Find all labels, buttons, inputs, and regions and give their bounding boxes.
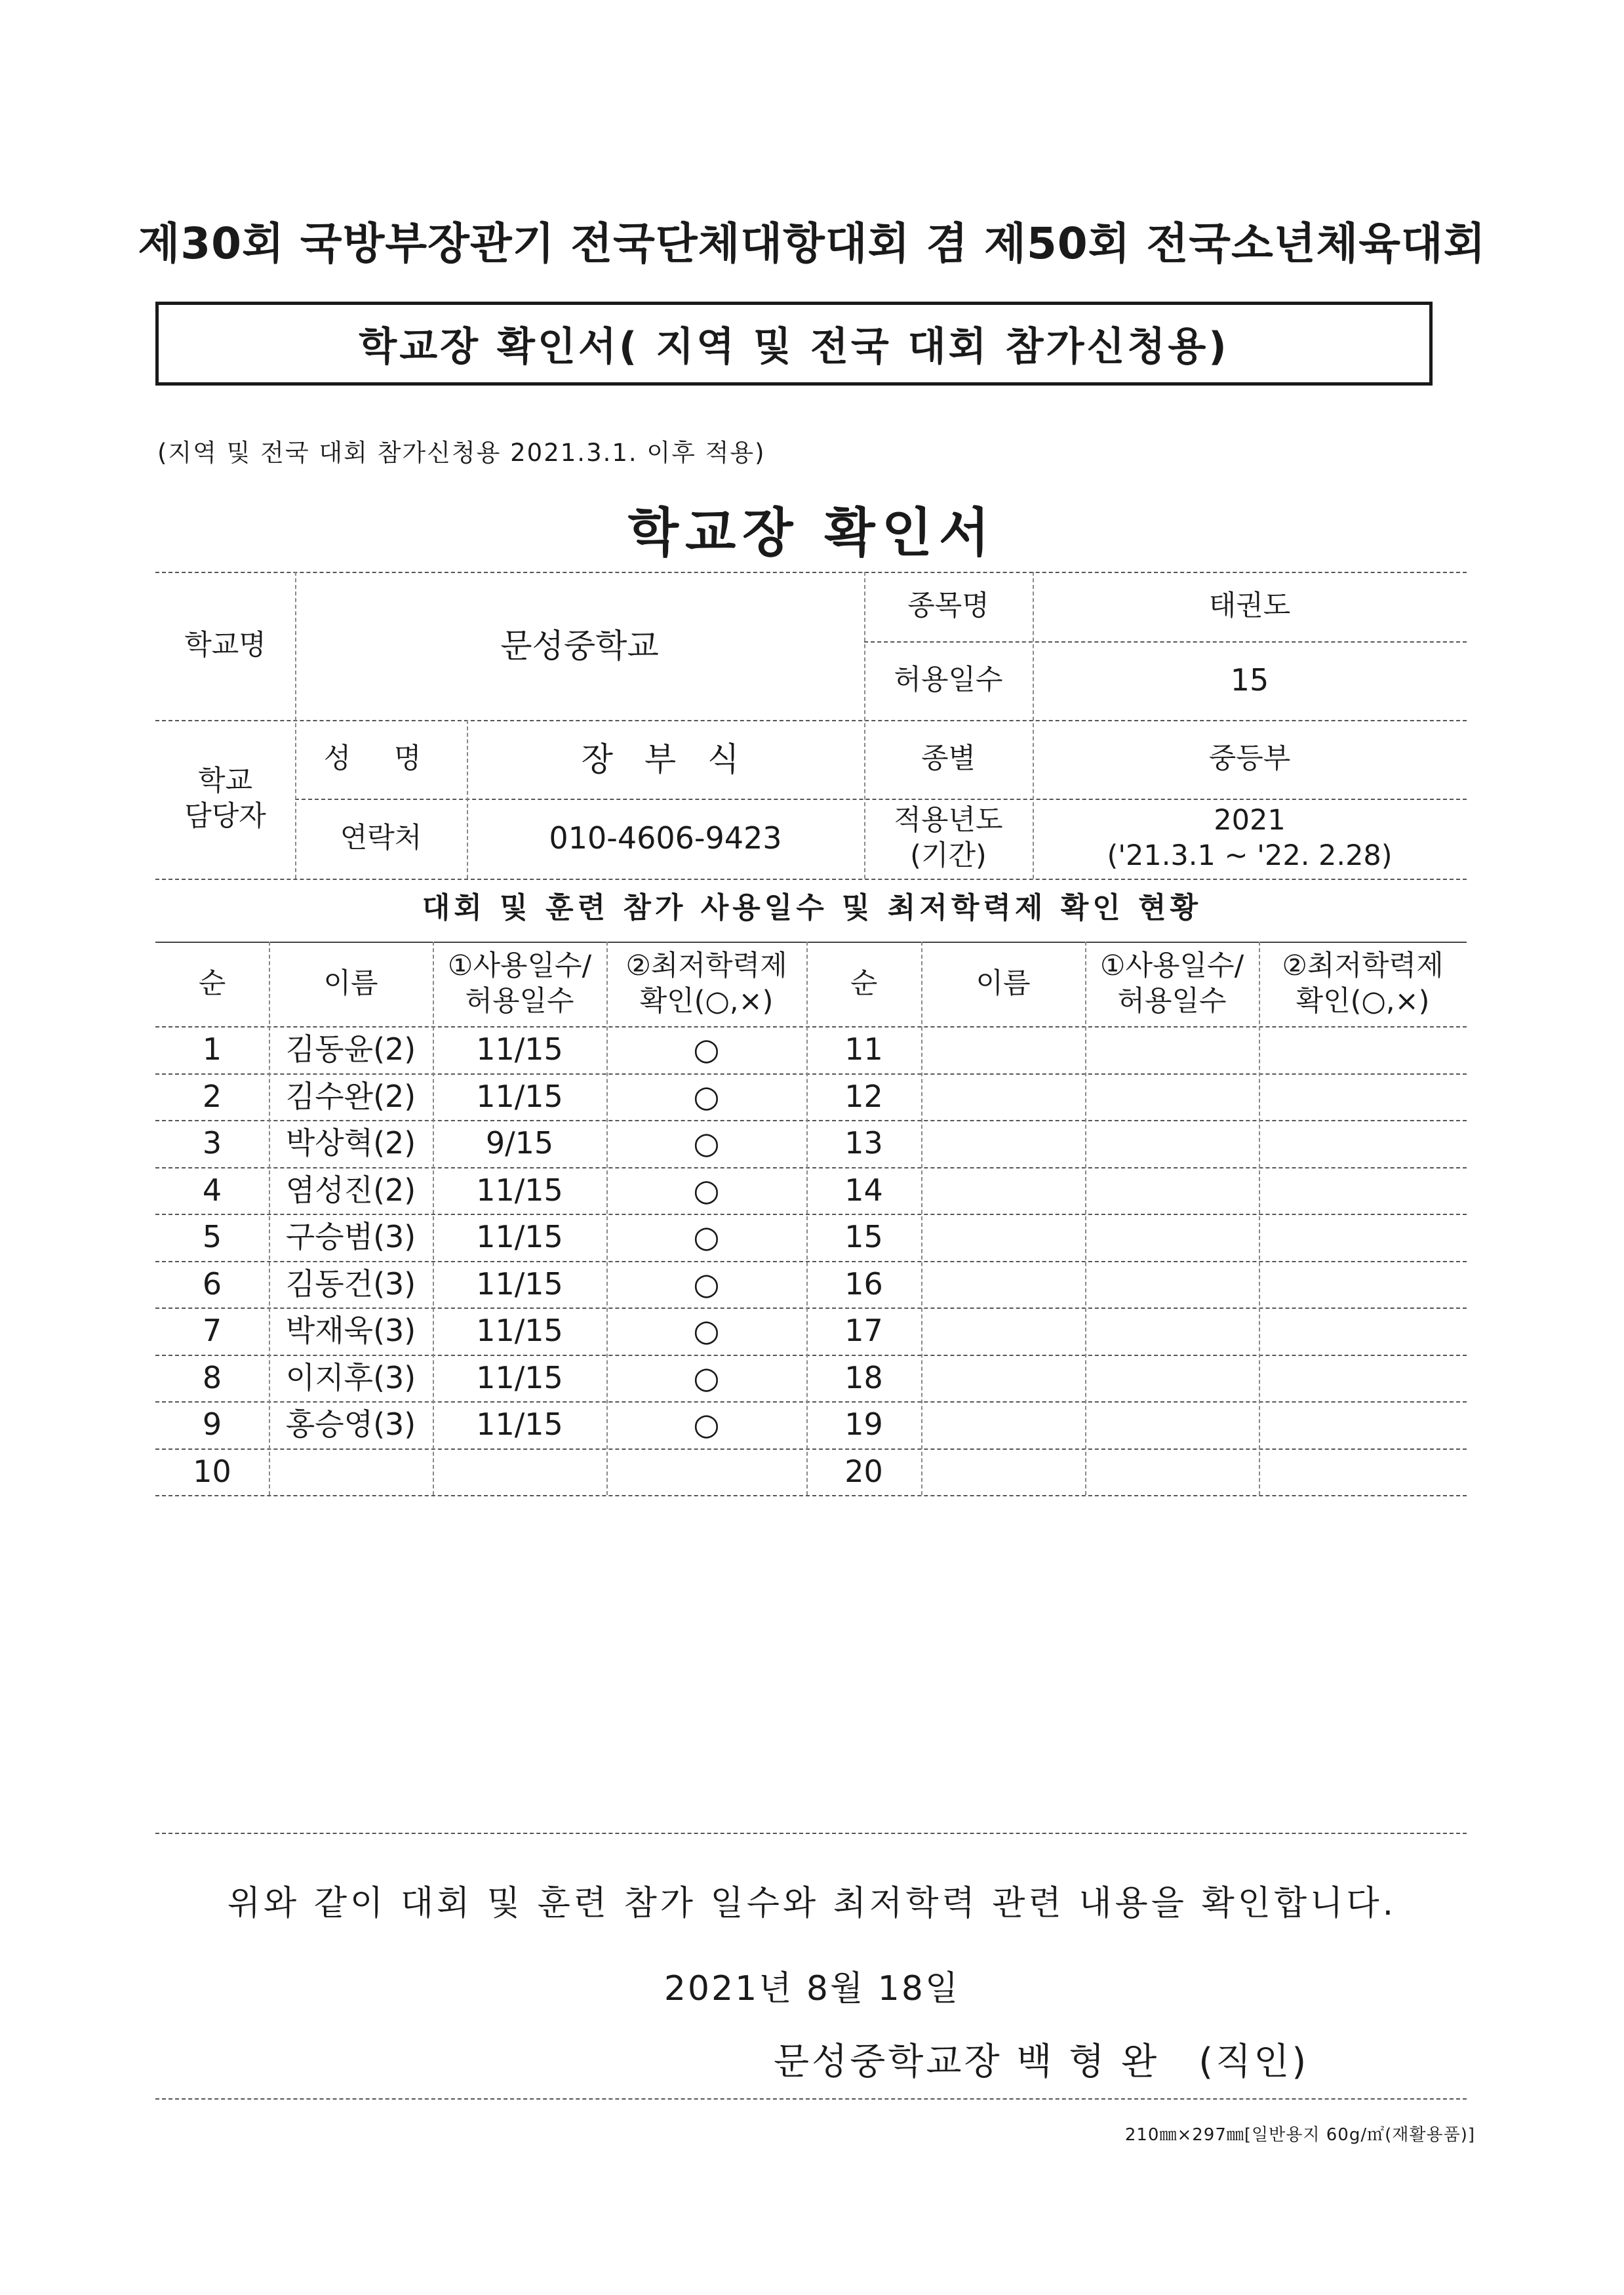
table-cell-check (1259, 1214, 1467, 1261)
table-cell-name: 구승범(3) (285, 1219, 416, 1254)
section-title: 대회 및 훈련 참가 사용일수 및 최저학력제 확인 현황 (422, 891, 1202, 925)
header-name-left: 이름 (323, 967, 378, 1000)
header-days-left: ①사용일수/ 허용일수 (447, 949, 592, 1018)
table-cell-check: ○ (693, 1219, 720, 1254)
table-cell-check (1259, 1401, 1467, 1448)
phone-value: 010-4606-9423 (549, 820, 782, 856)
table-cell-no: 4 (202, 1172, 222, 1208)
table-cell-check (1259, 1073, 1467, 1121)
table-cell-days: 11/15 (476, 1031, 563, 1067)
paper-spec-footer: 210㎜×297㎜[일반용지 60g/㎡(재활용품)] (1124, 2125, 1475, 2145)
confirmation-statement: 위와 같이 대회 및 훈련 참가 일수와 최저학력 관련 내용을 확인합니다. (227, 1884, 1397, 1923)
table-cell-check (1259, 1261, 1467, 1308)
table-cell-no: 14 (844, 1172, 883, 1208)
principal-name: 문성중학교장 백 형 완 (774, 2041, 1160, 2083)
school-name-value: 문성중학교 (500, 626, 659, 665)
table-cell-name: 박상혁(2) (285, 1125, 416, 1161)
table-cell-check: ○ (693, 1359, 720, 1395)
table-cell-check: ○ (693, 1313, 720, 1348)
allowed-days-value: 15 (1230, 662, 1269, 698)
table-cell-name: 염성진(2) (285, 1172, 416, 1208)
table-cell-check: ○ (693, 1078, 720, 1114)
signer-line (774, 2033, 1309, 2085)
confirmation-date: 2021년 8월 18일 (663, 1969, 961, 2008)
table-cell-check (606, 1448, 806, 1496)
table-cell-days: 11/15 (476, 1219, 563, 1254)
table-row-rule (155, 1495, 1467, 1496)
table-cell-check: ○ (693, 1266, 720, 1302)
table-cell-check: ○ (693, 1125, 720, 1161)
header-no-right: 순 (850, 967, 878, 1000)
table-cell-check (1259, 1026, 1467, 1073)
table-cell-no: 16 (844, 1266, 883, 1302)
table-cell-days (1085, 1073, 1259, 1121)
table-cell-check: ○ (693, 1172, 720, 1208)
event-value: 태권도 (1208, 589, 1291, 623)
table-cell-days (1085, 1214, 1259, 1261)
phone-label: 연락처 (340, 822, 422, 855)
contact-name-value: 장 부 식 (581, 740, 750, 778)
table-cell-check (1259, 1448, 1467, 1496)
table-cell-no: 10 (193, 1453, 231, 1489)
table-cell-no: 20 (844, 1453, 883, 1489)
table-cell-name: 김동건(3) (285, 1266, 416, 1302)
table-cell-check (1259, 1167, 1467, 1214)
table-cell-no: 2 (202, 1078, 222, 1114)
table-cell-name (921, 1401, 1085, 1448)
table-cell-days (1085, 1448, 1259, 1496)
document-header-title: 제30회 국방부장관기 전국단체대항대회 겸 제50회 전국소년체육대회 (138, 218, 1486, 269)
table-cell-days (1085, 1120, 1259, 1167)
table-cell-no: 11 (844, 1031, 883, 1067)
table-cell-check: ○ (693, 1031, 720, 1067)
table-cell-no: 9 (202, 1407, 222, 1442)
table-cell-days: 11/15 (476, 1313, 563, 1348)
school-name-label: 학교명 (184, 629, 266, 662)
table-cell-days (1085, 1261, 1259, 1308)
table-cell-no: 12 (844, 1078, 883, 1114)
table-cell-days: 9/15 (485, 1125, 554, 1161)
year-label: 적용년도 (기간) (894, 804, 1003, 872)
header-check-right: ②최저학력제 확인(○,×) (1282, 949, 1444, 1018)
table-cell-days: 11/15 (476, 1266, 563, 1302)
boxed-subtitle: 학교장 확인서( 지역 및 전국 대회 참가신청용) (155, 302, 1433, 386)
table-cell-name: 김수완(2) (285, 1078, 416, 1114)
table-cell-days (1085, 1401, 1259, 1448)
table-cell-check (1259, 1307, 1467, 1355)
table-cell-days: 11/15 (476, 1172, 563, 1208)
table-cell-days (1085, 1167, 1259, 1214)
header-no-left: 순 (198, 967, 226, 1000)
official-seal-label: (직인) (1198, 2041, 1309, 2083)
table-cell-check (1259, 1120, 1467, 1167)
table-cell-no: 13 (844, 1125, 883, 1161)
main-title: 학교장 확인서 (627, 502, 997, 563)
table-cell-days (433, 1448, 606, 1496)
table-cell-name (921, 1214, 1085, 1261)
table-cell-days: 11/15 (476, 1359, 563, 1395)
footer-rule (155, 2098, 1467, 2100)
table-cell-name: 김동윤(2) (285, 1031, 416, 1067)
table-cell-name (269, 1448, 433, 1496)
header-check-left: ②최저학력제 확인(○,×) (625, 949, 787, 1018)
table-cell-no: 17 (844, 1313, 883, 1348)
table-cell-name: 이지후(3) (285, 1359, 416, 1395)
header-days-right: ①사용일수/ 허용일수 (1099, 949, 1244, 1018)
table-cell-check (1259, 1355, 1467, 1402)
table-cell-no: 15 (844, 1219, 883, 1254)
table-cell-no: 3 (202, 1125, 222, 1161)
table-cell-days (1085, 1307, 1259, 1355)
category-label: 종별 (921, 742, 976, 776)
contact-person-label: 학교 담당자 (184, 765, 266, 833)
table-cell-check: ○ (693, 1407, 720, 1442)
table-cell-no: 18 (844, 1359, 883, 1395)
table-cell-name (921, 1026, 1085, 1073)
application-note: (지역 및 전국 대회 참가신청용 2021.3.1. 이후 적용) (157, 439, 766, 467)
table-cell-no: 19 (844, 1407, 883, 1442)
table-cell-name: 박재욱(3) (285, 1313, 416, 1348)
table-cell-name (921, 1355, 1085, 1402)
table-cell-name (921, 1261, 1085, 1308)
name-label: 성 명 (323, 742, 439, 776)
table-cell-name (921, 1307, 1085, 1355)
table-cell-days: 11/15 (476, 1407, 563, 1442)
header-name-right: 이름 (976, 967, 1031, 1000)
table-cell-no: 6 (202, 1266, 222, 1302)
table-cell-no: 5 (202, 1219, 222, 1254)
table-cell-no: 7 (202, 1313, 222, 1348)
allowed-days-label: 허용일수 (894, 664, 1003, 697)
table-cell-name (921, 1073, 1085, 1121)
table-cell-days: 11/15 (476, 1078, 563, 1114)
category-value: 중등부 (1208, 742, 1291, 776)
table-cell-name (921, 1448, 1085, 1496)
table-cell-days (1085, 1355, 1259, 1402)
year-value: 2021 ('21.3.1 ~ '22. 2.28) (1107, 804, 1393, 872)
confirmation-top-rule (155, 1833, 1467, 1834)
table-cell-name: 홍승영(3) (285, 1407, 416, 1442)
table-cell-days (1085, 1026, 1259, 1073)
info-bottom-rule (155, 879, 1467, 880)
table-cell-name (921, 1120, 1085, 1167)
event-label: 종목명 (907, 589, 989, 623)
table-cell-name (921, 1167, 1085, 1214)
table-cell-no: 8 (202, 1359, 222, 1395)
table-cell-no: 1 (202, 1031, 222, 1067)
